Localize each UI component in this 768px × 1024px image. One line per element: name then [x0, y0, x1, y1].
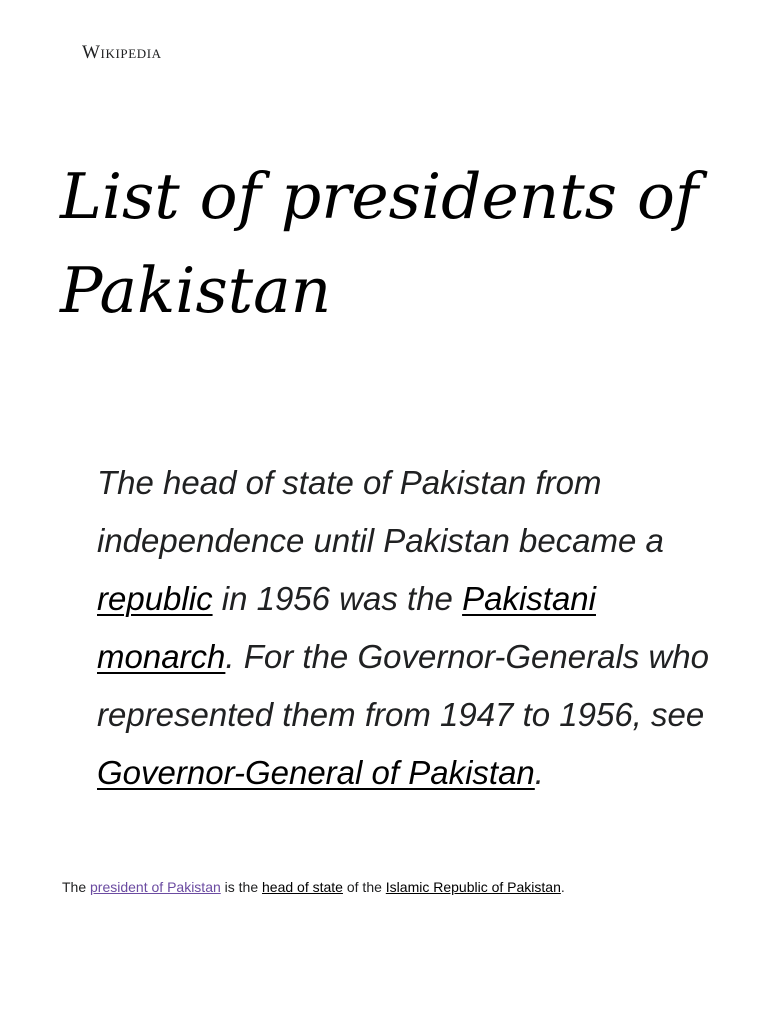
head-of-state-link[interactable]: head of state — [262, 879, 343, 895]
governor-general-link[interactable]: Governor-General of Pakistan — [97, 754, 535, 791]
islamic-republic-link[interactable]: Islamic Republic of Pakistan — [385, 879, 561, 895]
lead-text: of the — [342, 879, 386, 895]
hatnote-text: . For the Governor-Generals who represented them from 1947 to 1956, see — [97, 638, 709, 733]
lead-paragraph — [62, 876, 742, 898]
hatnote-text: The head of state of Pakistan from independence until Pakistan became a — [97, 464, 664, 559]
hatnote-text: . — [534, 754, 544, 791]
lead-text: . — [560, 879, 565, 895]
lead-text: is the — [220, 879, 263, 895]
wikipedia-wordmark[interactable]: Wikipedia — [82, 42, 162, 63]
president-of-pakistan-link[interactable]: president of Pakistan — [90, 879, 221, 895]
pakistani-monarch-link[interactable]: Pakistani monarch — [97, 580, 596, 675]
hatnote-text: in 1956 was the — [212, 580, 463, 617]
lead-text: The — [62, 879, 91, 895]
republic-link[interactable]: republic — [97, 580, 213, 617]
page-title: List of presidents of Pakistan — [60, 160, 699, 327]
hatnote — [97, 454, 727, 802]
